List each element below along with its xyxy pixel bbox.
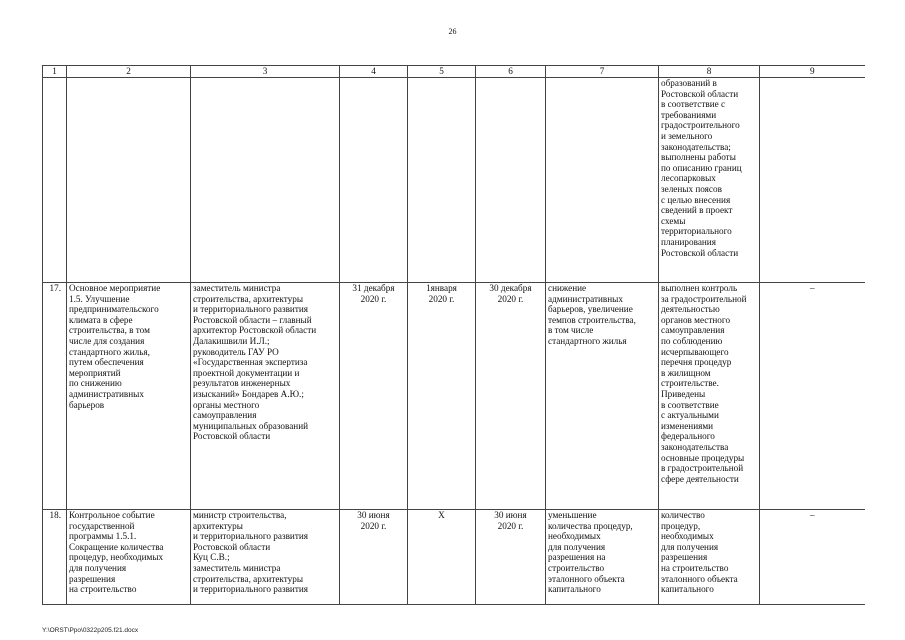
- column-number: 6: [476, 66, 546, 78]
- end-date-cell: 30 декабря 2020 г.: [476, 283, 546, 510]
- table-row-17: [43, 283, 865, 510]
- start-date-cell: [408, 78, 476, 283]
- reason-cell: –: [760, 510, 865, 605]
- column-number: 1: [43, 66, 67, 78]
- column-number: 7: [546, 66, 659, 78]
- event-name-cell: Основное мероприятие 1.5. Улучшение предпринимательского климата в сфере строительства, в том числе для создания стандартного жилья, путем обеспечения мероприятий по снижению административных барьеров: [67, 283, 191, 510]
- end-date-cell: [476, 78, 546, 283]
- responsible-cell: министр строительства, архитектуры и территориального развития Ростовской области Куц С.В.; заместитель министра строительства, архитектуры и территориального развития: [191, 510, 340, 605]
- column-number: 5: [408, 66, 476, 78]
- planned-date-cell: 30 июня 2020 г.: [340, 510, 408, 605]
- column-number: 8: [659, 66, 760, 78]
- actual-result-cell: выполнен контроль за градостроительной деятельностью органов местного самоуправления по соблюдению исчерпывающего перечня процедур в жилищном строительстве. Приведены в соответствие с актуальными изменениями федерального законодательства основные процедуры в градостроительной сфере деятельности: [659, 283, 760, 510]
- expected-result-cell: уменьшение количества процедур, необходимых для получения разрешения на строительство эталонного объекта капитального: [546, 510, 659, 605]
- actual-result-cell: количество процедур, необходимых для получения разрешения на строительство эталонного объекта капитального: [659, 510, 760, 605]
- file-path-footer: Y:\ORST\Ppo\0322p205.f21.docx: [42, 627, 139, 634]
- planned-date-cell: 31 декабря 2020 г.: [340, 283, 408, 510]
- column-number-header-row: [43, 66, 865, 78]
- column-number: 3: [191, 66, 340, 78]
- reason-cell: [760, 78, 865, 283]
- reason-cell: –: [760, 283, 865, 510]
- page-number: 26: [448, 27, 457, 36]
- column-number: 9: [760, 66, 865, 78]
- column-number: 4: [340, 66, 408, 78]
- responsible-cell: [191, 78, 340, 283]
- column-number: 2: [67, 66, 191, 78]
- event-name-cell: Контрольное событие государственной программы 1.5.1. Сокращение количества процедур, необходимых для получения разрешения на строительство: [67, 510, 191, 605]
- table-row-continuation: [43, 78, 865, 283]
- start-date-cell: Х: [408, 510, 476, 605]
- table-row-18: [43, 510, 865, 605]
- row-number: [43, 78, 67, 283]
- expected-result-cell: снижение административных барьеров, увеличение темпов строительства, в том числе стандартного жилья: [546, 283, 659, 510]
- planned-date-cell: [340, 78, 408, 283]
- expected-result-cell: [546, 78, 659, 283]
- row-number: 18.: [43, 510, 67, 605]
- actual-result-cell: образований в Ростовской области в соответствие с требованиями градостроительного и земельного законодательства; выполнены работы по описанию границ лесопарковых зеленых поясов с целью внесения сведений в проект схемы территориального планирования Ростовской области: [659, 78, 760, 283]
- responsible-cell: заместитель министра строительства, архитектуры и территориального развития Ростовской области – главный архитектор Ростовской области Далакишвили И.Л.; руководитель ГАУ РО «Государственная экспертиза проектной документации и результатов инженерных изысканий» Бондарев А.Ю.; органы местного самоуправления муниципальных образований Ростовской области: [191, 283, 340, 510]
- document-table: [42, 65, 865, 605]
- end-date-cell: 30 июня 2020 г.: [476, 510, 546, 605]
- start-date-cell: 1января 2020 г.: [408, 283, 476, 510]
- row-number: 17.: [43, 283, 67, 510]
- event-name-cell: [67, 78, 191, 283]
